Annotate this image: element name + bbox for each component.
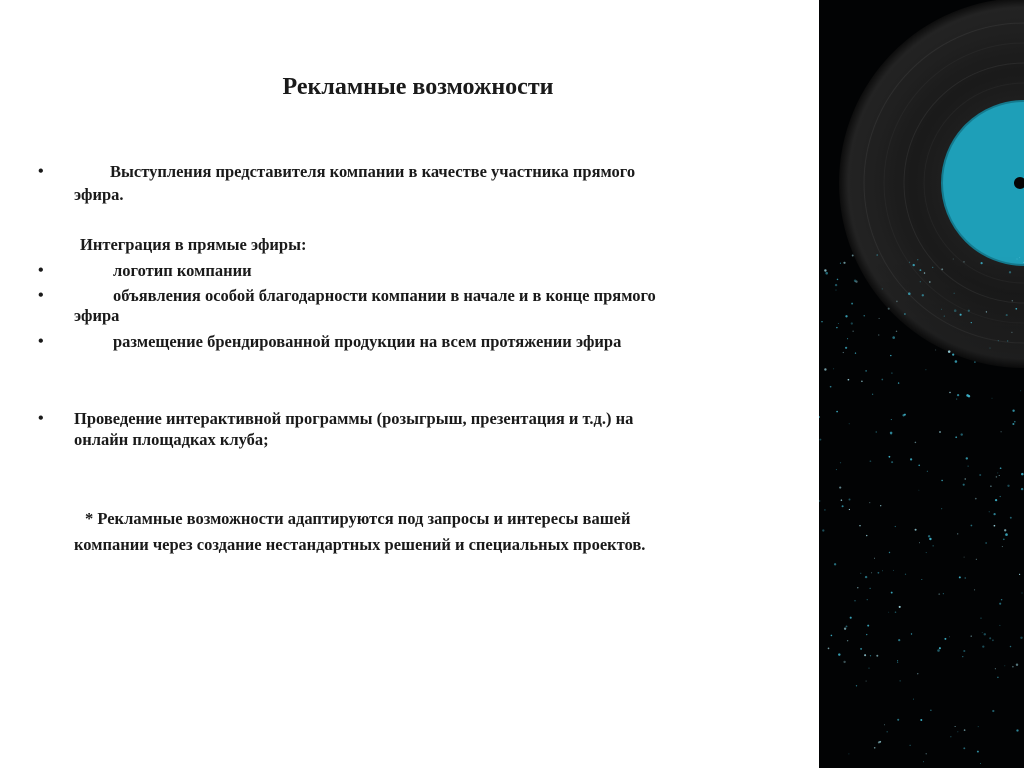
star-dot <box>1021 488 1023 490</box>
star-dot <box>904 313 906 315</box>
star-dot <box>849 423 850 424</box>
star-dot <box>965 577 966 578</box>
star-dot <box>999 625 1000 626</box>
star-dot <box>941 309 942 310</box>
star-dot <box>980 617 981 618</box>
star-dot <box>868 668 869 669</box>
star-dot <box>836 469 837 470</box>
star-dot <box>891 592 893 594</box>
star-dot <box>978 726 979 727</box>
star-dot <box>845 347 847 349</box>
star-dot <box>917 259 918 260</box>
star-dot <box>985 542 986 543</box>
star-dot <box>880 505 881 506</box>
star-dot <box>984 633 986 635</box>
star-dot <box>915 442 917 444</box>
star-dot <box>1012 666 1014 668</box>
star-dot <box>897 719 899 721</box>
star-dot <box>974 589 975 590</box>
star-dot <box>898 639 900 641</box>
star-dot <box>857 587 858 588</box>
star-dot <box>913 699 914 700</box>
star-dot <box>919 542 920 543</box>
star-dot <box>908 292 911 295</box>
star-dot <box>976 559 977 560</box>
list-item-interactive-line2: онлайн площадках клуба; <box>74 430 269 449</box>
star-dot <box>954 309 957 312</box>
star-dot <box>870 655 871 656</box>
star-dot <box>849 499 851 501</box>
star-dot <box>963 650 965 652</box>
star-dot <box>992 398 993 399</box>
star-dot <box>1001 599 1002 600</box>
star-dot <box>831 635 833 637</box>
star-dot <box>860 648 862 650</box>
star-dot <box>917 673 918 674</box>
star-dot <box>843 661 845 663</box>
star-dot <box>980 763 981 764</box>
star-dot <box>852 255 854 257</box>
star-dot <box>895 611 897 613</box>
star-dot <box>999 475 1000 476</box>
star-dot <box>851 322 853 324</box>
star-dot <box>905 574 906 575</box>
star-dot <box>1016 663 1018 665</box>
star-dot <box>837 279 839 281</box>
star-dot <box>989 637 991 639</box>
star-dot <box>919 269 921 271</box>
star-dot <box>921 579 922 580</box>
star-dot <box>900 680 901 681</box>
star-dot <box>990 485 992 487</box>
star-dot <box>892 336 895 339</box>
star-dot <box>870 460 872 462</box>
star-dot <box>961 433 963 435</box>
bullet-marker: • <box>38 410 44 427</box>
star-dot <box>943 593 944 594</box>
star-dot <box>847 640 848 641</box>
star-dot <box>920 281 921 282</box>
star-dot <box>867 625 869 627</box>
list-item-thanks-line1: объявления особой благодарности компании в начале и в конце прямого <box>113 286 656 305</box>
star-dot <box>911 633 912 634</box>
star-dot <box>966 457 968 459</box>
star-dot <box>910 458 912 460</box>
list-item-speech-line1: Выступления представителя компании в качестве участника прямого <box>110 162 636 181</box>
star-dot <box>979 474 981 476</box>
star-dot <box>838 653 840 655</box>
star-dot <box>899 606 901 608</box>
bullet-marker: • <box>38 163 44 180</box>
star-dot <box>856 685 857 686</box>
star-dot <box>1004 665 1005 666</box>
star-dot <box>926 753 927 754</box>
star-dot <box>821 321 822 322</box>
star-dot <box>939 647 941 649</box>
star-dot <box>956 399 957 400</box>
star-dot <box>966 394 969 397</box>
star-dot <box>954 293 955 294</box>
star-dot <box>865 576 867 578</box>
star-dot <box>1007 340 1008 341</box>
star-dot <box>833 368 834 369</box>
star-dot <box>944 315 945 316</box>
star-dot <box>878 334 879 335</box>
star-dot <box>962 656 963 657</box>
slide-title: Рекламные возможности <box>282 74 554 100</box>
star-dot <box>925 369 926 370</box>
star-dot <box>898 382 899 383</box>
star-dot <box>998 340 999 341</box>
star-dot <box>996 476 998 478</box>
star-dot <box>963 484 965 486</box>
star-dot <box>957 731 958 732</box>
star-dot <box>836 411 838 413</box>
star-dot <box>884 724 885 725</box>
star-dot <box>941 268 943 270</box>
star-dot <box>891 419 892 420</box>
star-dot <box>928 535 930 537</box>
star-dot <box>955 726 956 727</box>
star-dot <box>866 681 867 682</box>
star-dot <box>1000 467 1002 469</box>
star-dot <box>920 719 922 721</box>
star-dot <box>864 654 866 656</box>
list-item-branded-products: размещение брендированной продукции на всем протяжении эфира <box>113 332 622 351</box>
star-dot <box>989 511 990 512</box>
star-dot <box>1019 257 1020 258</box>
star-dot <box>1015 308 1017 310</box>
star-dot <box>923 761 924 762</box>
star-dot <box>1014 421 1016 423</box>
star-dot <box>957 394 959 396</box>
list-item-speech-line2: эфира. <box>74 185 124 204</box>
star-dot <box>834 563 836 565</box>
star-dot <box>982 645 984 647</box>
star-dot <box>981 262 983 264</box>
star-dot <box>876 655 878 657</box>
star-dot <box>878 741 880 743</box>
star-dot <box>881 379 883 381</box>
footnote-line1: * Рекламные возможности адаптируются под запросы и интересы вашей <box>85 509 631 528</box>
star-dot <box>866 634 867 635</box>
star-dot <box>964 557 965 558</box>
star-dot <box>879 318 880 319</box>
star-dot <box>922 294 924 296</box>
star-dot <box>955 436 957 438</box>
star-dot <box>876 254 878 256</box>
star-dot <box>938 593 940 595</box>
star-dot <box>957 533 958 534</box>
star-dot <box>840 263 841 264</box>
star-dot <box>859 525 860 526</box>
star-dot <box>927 471 928 472</box>
star-dot <box>888 308 890 310</box>
star-dot <box>939 431 941 433</box>
star-dot <box>822 529 824 531</box>
star-dot <box>876 431 877 432</box>
star-dot <box>870 588 871 589</box>
star-dot <box>930 710 931 711</box>
star-dot <box>926 552 927 553</box>
star-dot <box>855 281 857 283</box>
star-dot <box>995 668 996 669</box>
star-dot <box>1007 485 1009 487</box>
star-dot <box>1009 271 1011 273</box>
star-dot <box>953 259 954 260</box>
star-dot <box>845 315 847 317</box>
star-dot <box>882 288 883 289</box>
star-dot <box>825 272 828 275</box>
star-dot <box>971 322 972 323</box>
star-dot <box>963 747 965 749</box>
star-dot <box>864 315 865 316</box>
star-dot <box>1011 332 1012 333</box>
star-dot <box>933 545 934 546</box>
integration-heading: Интеграция в прямые эфиры: <box>80 235 307 254</box>
star-dot <box>841 499 843 501</box>
star-dot <box>844 628 846 630</box>
star-dot <box>839 487 841 489</box>
star-dot <box>1020 390 1021 391</box>
star-dot <box>843 262 845 264</box>
star-dot <box>965 478 966 479</box>
bullet-marker: • <box>38 287 44 304</box>
star-dot <box>849 509 850 510</box>
star-dot <box>941 508 942 509</box>
star-dot <box>1002 546 1003 547</box>
star-dot <box>1003 538 1005 540</box>
star-dot <box>997 472 998 473</box>
star-dot <box>949 636 950 637</box>
star-dot <box>847 338 848 339</box>
star-dot <box>994 525 996 527</box>
star-dot <box>842 505 844 507</box>
star-dot <box>855 352 856 353</box>
star-dot <box>853 331 854 332</box>
star-dot <box>948 350 951 353</box>
decorative-panel <box>819 0 1024 768</box>
star-dot <box>893 570 894 571</box>
star-dot <box>882 570 883 571</box>
star-dot <box>890 432 893 435</box>
star-dot <box>865 370 867 372</box>
star-dot <box>935 350 936 351</box>
star-dot <box>1010 517 1012 519</box>
star-dot <box>896 301 898 303</box>
star-dot <box>929 538 931 540</box>
star-dot <box>891 372 892 373</box>
list-item-logo: логотип компании <box>113 261 252 280</box>
bullet-marker: • <box>38 262 44 279</box>
star-dot <box>992 710 994 712</box>
star-dot <box>992 639 994 641</box>
star-dot <box>986 311 987 312</box>
star-dot <box>835 284 837 286</box>
star-dot <box>918 464 920 466</box>
list-item-thanks-line2: эфира <box>74 306 120 325</box>
star-dot <box>919 490 920 491</box>
star-dot <box>1016 258 1018 260</box>
star-dot <box>854 600 855 601</box>
list-item-interactive-line1: Проведение интерактивной программы (розыгрыш, презентация и т.д.) на <box>74 409 634 428</box>
star-dot <box>982 632 983 633</box>
star-dot <box>904 414 906 416</box>
star-dot <box>964 729 966 731</box>
star-dot <box>999 603 1001 605</box>
star-dot <box>1012 410 1014 412</box>
star-dot <box>867 599 868 600</box>
star-dot <box>1010 646 1012 648</box>
star-dot <box>971 525 973 527</box>
star-dot <box>1019 574 1020 575</box>
star-dot <box>924 272 926 274</box>
star-dot <box>838 323 839 324</box>
star-dot <box>1012 423 1014 425</box>
star-dot <box>909 262 910 263</box>
star-dot <box>871 572 872 573</box>
star-dot <box>963 261 964 262</box>
star-dot <box>830 386 832 388</box>
star-dot <box>1000 431 1001 432</box>
star-dot <box>869 502 870 503</box>
footnote-line2: компании через создание нестандартных решений и специальных проектов. <box>74 535 646 554</box>
star-dot <box>941 480 942 481</box>
star-dot <box>819 439 821 441</box>
star-dot <box>952 353 954 355</box>
star-dot <box>950 736 951 737</box>
star-dot <box>944 638 946 640</box>
star-dot <box>989 348 990 349</box>
star-dot <box>897 660 898 661</box>
star-dot <box>1004 529 1006 531</box>
star-dot <box>850 617 852 619</box>
star-dot <box>1005 533 1008 536</box>
bullet-marker: • <box>38 333 44 350</box>
star-dot <box>959 576 961 578</box>
star-dot <box>828 648 830 650</box>
star-dot <box>1021 473 1024 476</box>
star-dot <box>968 466 969 467</box>
star-dot <box>955 360 958 363</box>
star-dot <box>874 747 876 749</box>
star-dot <box>974 361 975 362</box>
star-dot <box>824 509 826 511</box>
star-dot <box>975 498 977 500</box>
star-dot <box>848 753 849 754</box>
star-dot <box>860 573 861 574</box>
star-dot <box>1012 300 1013 301</box>
star-dot <box>878 572 880 574</box>
star-dot <box>993 513 995 515</box>
star-dot <box>896 331 897 332</box>
star-dot <box>997 677 998 678</box>
star-dot <box>824 368 826 370</box>
star-dot <box>995 499 997 501</box>
star-dot <box>977 751 979 753</box>
star-dot <box>891 434 892 435</box>
star-dot <box>835 290 836 291</box>
star-dot <box>848 379 850 381</box>
star-dot <box>1000 496 1001 497</box>
star-dot <box>851 303 853 305</box>
star-dot <box>949 392 950 393</box>
star-dot <box>861 381 863 383</box>
star-dot <box>888 456 890 458</box>
star-dot <box>1020 637 1022 639</box>
star-dot <box>932 267 933 268</box>
star-dot <box>890 355 891 356</box>
star-dot <box>897 662 898 663</box>
star-dot <box>960 314 962 316</box>
star-dot <box>824 269 826 271</box>
star-dot <box>971 636 972 637</box>
star-dot <box>889 552 890 553</box>
star-dot <box>874 558 875 559</box>
star-dot <box>910 745 911 746</box>
star-dot <box>843 352 844 353</box>
star-dot <box>1021 592 1022 593</box>
star-dot <box>915 529 917 531</box>
star-dot <box>1006 314 1008 316</box>
star-dot <box>895 526 896 527</box>
star-dot <box>846 625 848 627</box>
vinyl-record-illustration <box>819 0 1024 768</box>
star-dot <box>888 612 889 613</box>
star-dot <box>937 649 940 652</box>
star-dot <box>891 461 893 463</box>
star-dot <box>1016 729 1018 731</box>
star-dot <box>968 310 970 312</box>
star-dot <box>840 462 841 463</box>
star-dot <box>929 281 931 283</box>
star-dot <box>913 264 915 266</box>
star-dot <box>836 327 837 328</box>
star-dot <box>872 394 873 395</box>
star-dot <box>886 731 888 733</box>
star-dot <box>866 535 867 536</box>
